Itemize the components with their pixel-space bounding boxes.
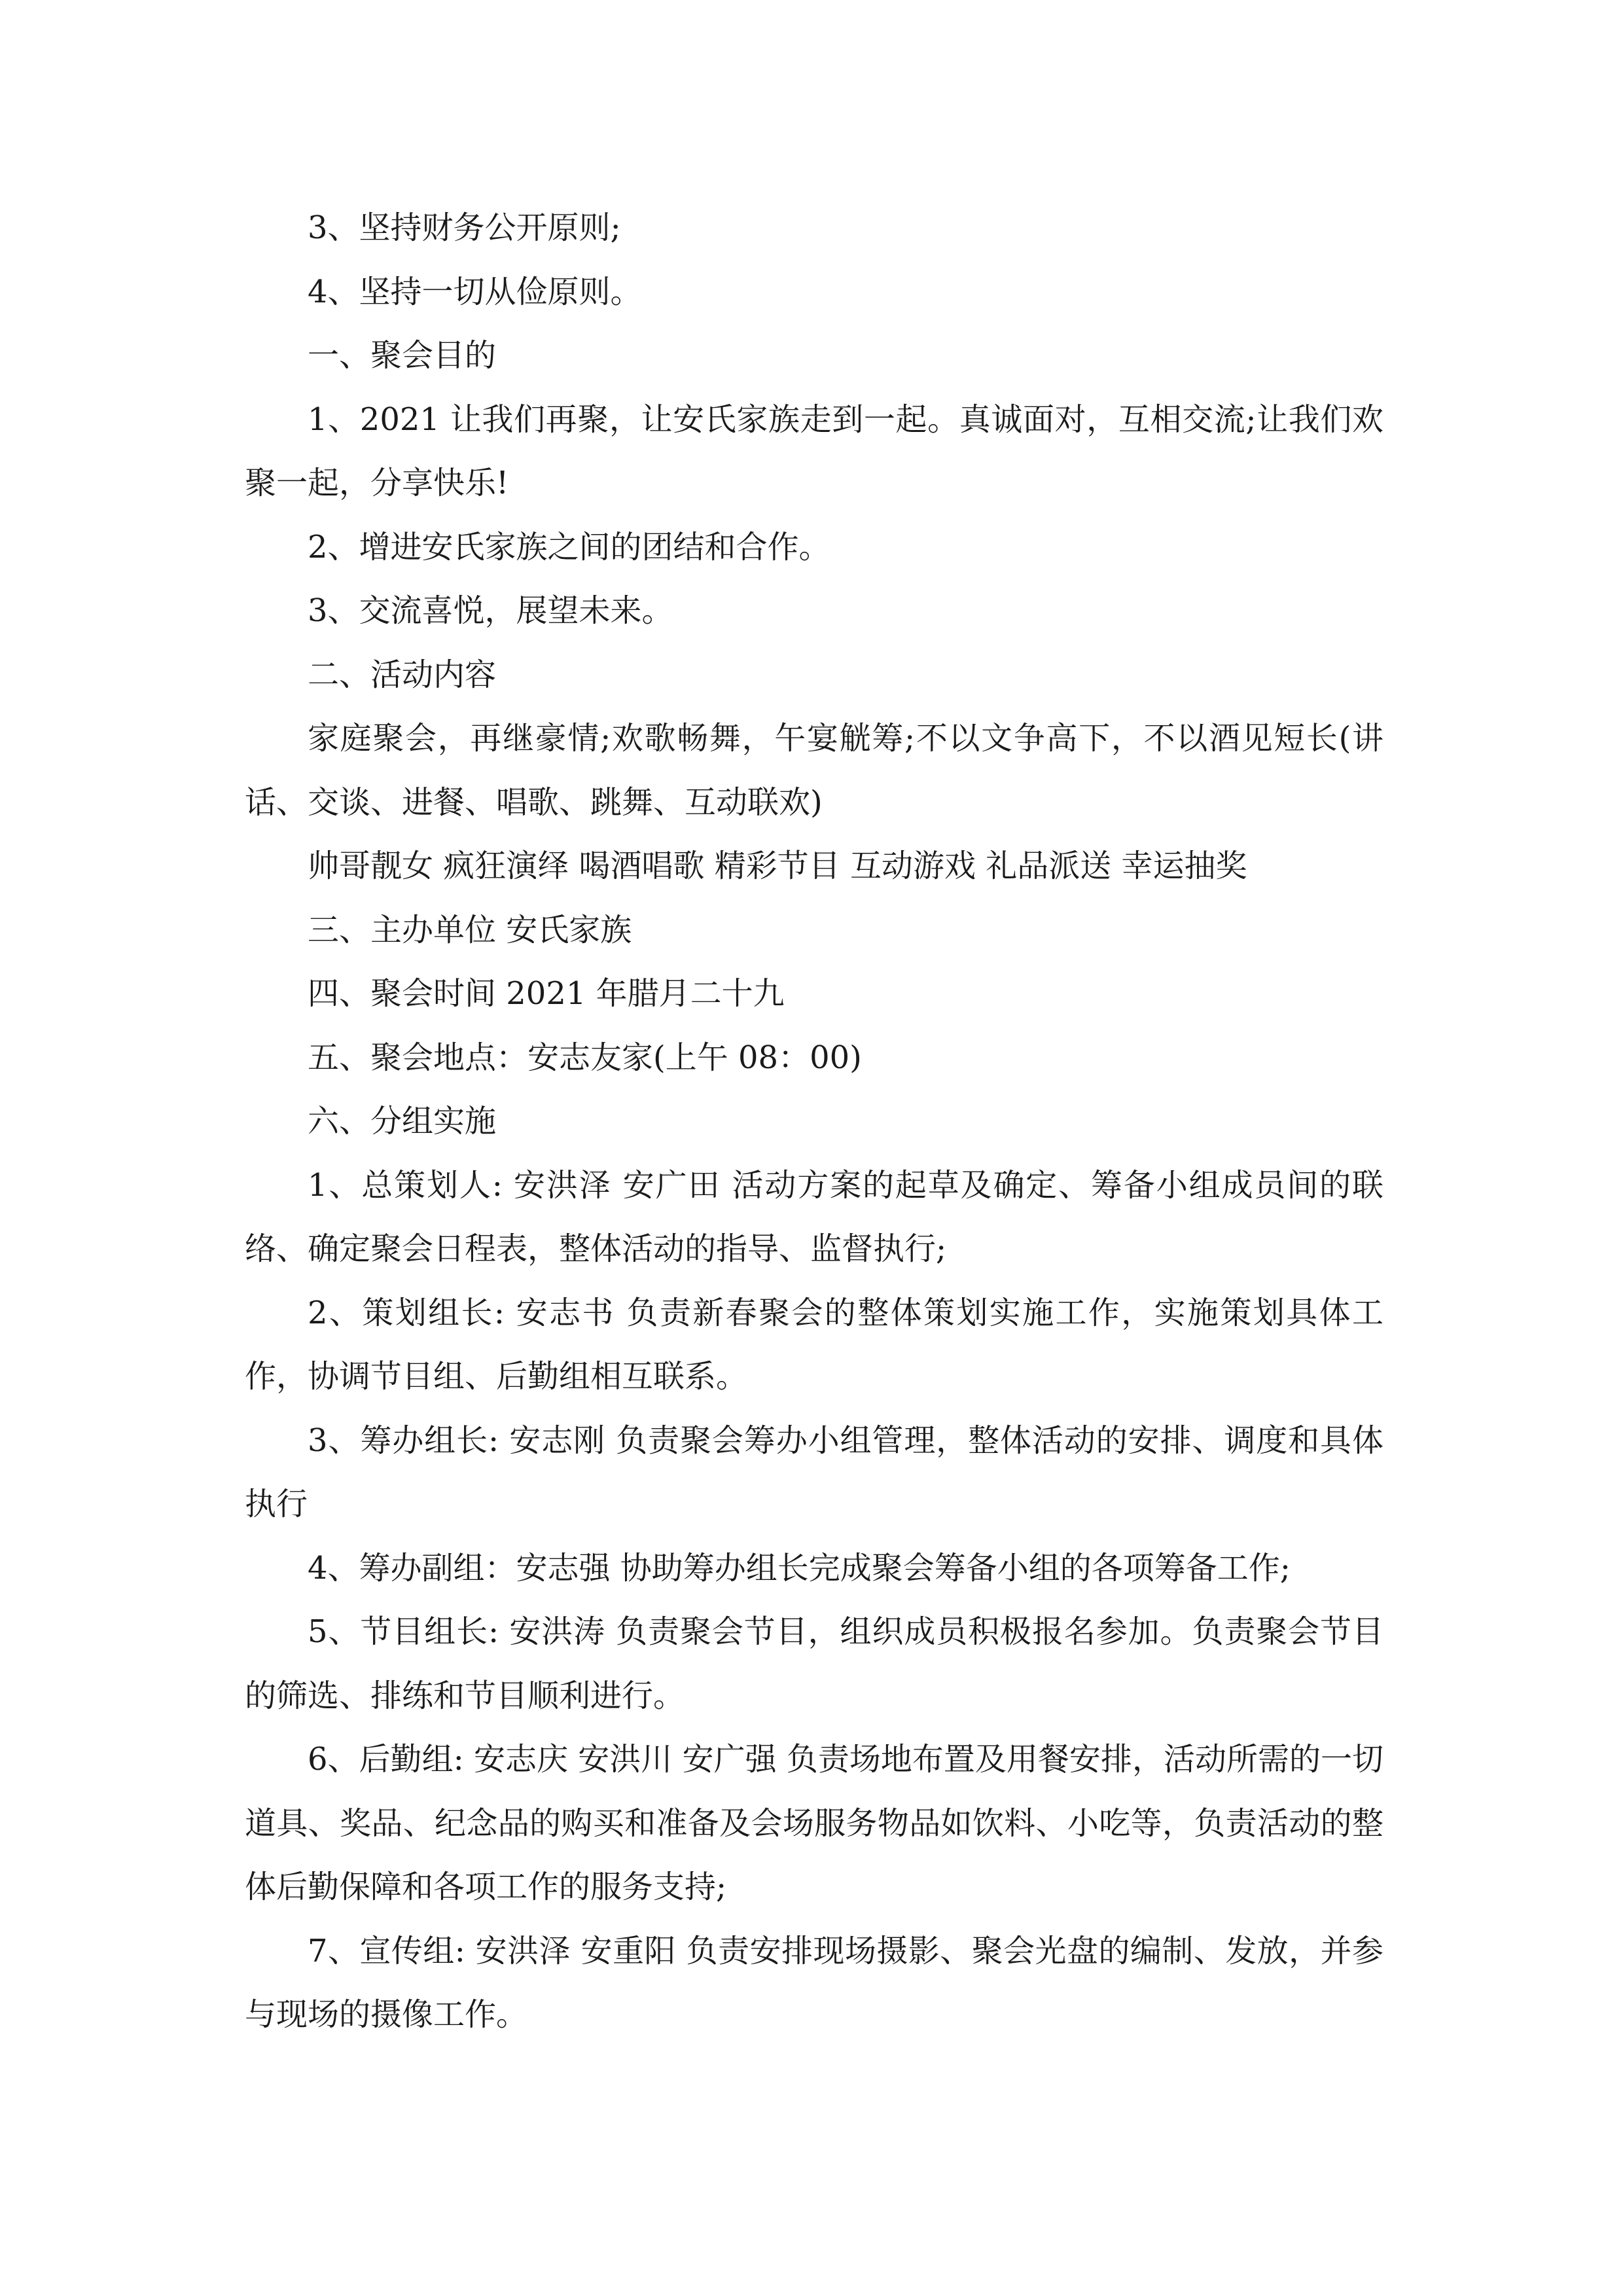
principle-financial-disclosure: 3、坚持财务公开原则; bbox=[308, 209, 621, 246]
purpose-item-1: 1、2021 让我们再聚，让安氏家族走到一起。真诚面对，互相交流;让我们欢聚一起，分享快乐! bbox=[245, 401, 1383, 501]
group-organizing-leader: 3、筹办组长: 安志刚 负责聚会筹办小组管理，整体活动的安排、调度和具体执行 bbox=[245, 1422, 1383, 1522]
principle-frugality: 4、坚持一切从俭原则。 bbox=[308, 273, 642, 310]
section-heading-purpose: 一、聚会目的 bbox=[308, 337, 497, 374]
group-logistics: 6、后勤组: 安志庆 安洪川 安广强 负责场地布置及用餐安排，活动所需的一切道具、奖品、纪念品的购买和准备及会场服务物品如饮料、小吃等，负责活动的整体后勤保障和各项工作的服务支持; bbox=[245, 1741, 1383, 1905]
group-publicity: 7、宣传组: 安洪泽 安重阳 负责安排现场摄影、聚会光盘的编制、发放，并参与现场的摄像工作。 bbox=[245, 1932, 1383, 2033]
group-planning-leader: 2、策划组长: 安志书 负责新春聚会的整体策划实施工作，实施策划具体工作，协调节目组、后勤组相互联系。 bbox=[245, 1294, 1383, 1395]
group-chief-planner: 1、总策划人: 安洪泽 安广田 活动方案的起草及确定、筹备小组成员间的联络、确定聚会日程表，整体活动的指导、监督执行; bbox=[245, 1166, 1383, 1267]
section-heading-organizer: 三、主办单位 安氏家族 bbox=[308, 911, 632, 948]
section-heading-location: 五、聚会地点：安志友家(上午 08：00) bbox=[308, 1039, 862, 1076]
section-heading-time: 四、聚会时间 2021 年腊月二十九 bbox=[308, 975, 785, 1012]
group-program-leader: 5、节目组长: 安洪涛 负责聚会节目，组织成员积极报名参加。负责聚会节目的筛选、排练和节目顺利进行。 bbox=[245, 1613, 1383, 1714]
group-organizing-deputy: 4、筹办副组：安志强 协助筹办组长完成聚会筹备小组的各项筹备工作; bbox=[308, 1549, 1291, 1587]
activities-highlights: 帅哥靓女 疯狂演绎 喝酒唱歌 精彩节目 互动游戏 礼品派送 幸运抽奖 bbox=[308, 848, 1247, 884]
purpose-item-3: 3、交流喜悦，展望未来。 bbox=[308, 592, 673, 629]
section-heading-groups: 六、分组实施 bbox=[308, 1103, 497, 1139]
purpose-item-2: 2、增进安氏家族之间的团结和合作。 bbox=[308, 528, 830, 565]
activities-description: 家庭聚会，再继豪情;欢歌畅舞，午宴觥筹;不以文争高下，不以酒见短长(讲话、交谈、进餐、唱歌、跳舞、互动联欢) bbox=[245, 720, 1383, 821]
document-body bbox=[245, 196, 1383, 2047]
section-heading-activities: 二、活动内容 bbox=[308, 656, 497, 693]
